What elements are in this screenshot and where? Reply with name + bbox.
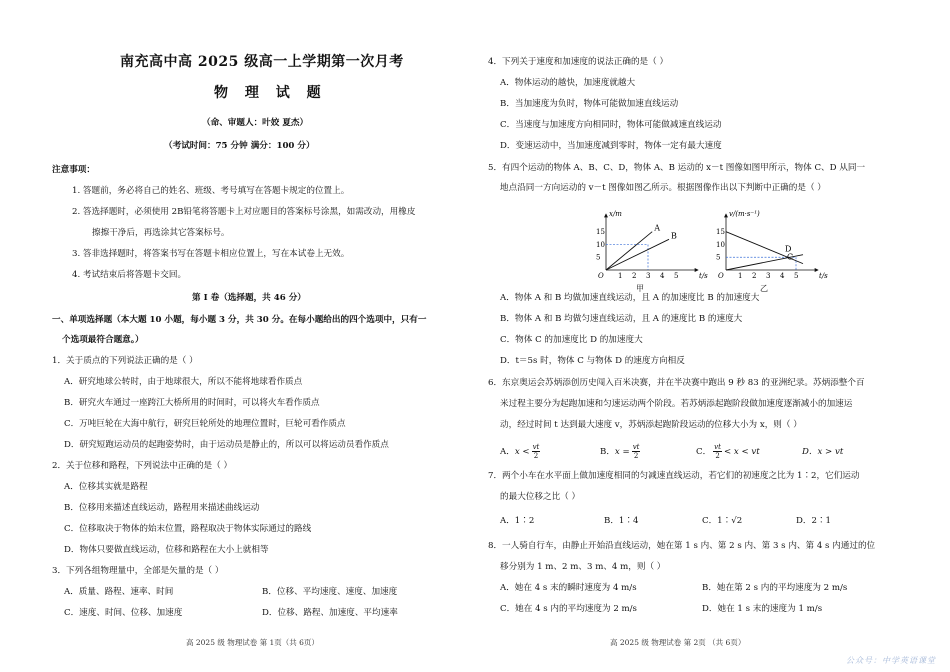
q2-option-b: B．位移用来描述直线运动，路程用来描述曲线运动 xyxy=(64,503,260,513)
q7-option-a: A．1∶2 xyxy=(500,516,535,526)
series-label-B: B xyxy=(671,231,677,241)
q4-stem: 4．下列关于速度和加速度的说法正确的是（ ） xyxy=(488,57,669,67)
q3-option-a: A．质量、路程、速率、时间 xyxy=(64,587,174,597)
q7-option-b: B．1∶4 xyxy=(604,516,639,526)
q1-option-a: A．研究地球公转时，由于地球很大，所以不能将地球看作质点 xyxy=(64,377,303,387)
x-tick-label: 2 xyxy=(632,272,637,280)
q4-option-d: D．变速运动中，当加速度减到零时，物体一定有最大速度 xyxy=(500,141,722,151)
q3-option-d: D．位移、路程、加速度、平均速率 xyxy=(262,608,398,618)
q4-option-a: A．物体运动的越快，加速度就越大 xyxy=(500,78,636,88)
part-instruction: 个选项最符合题意。） xyxy=(62,335,144,345)
q6-option-c xyxy=(696,443,760,460)
q2-option-c: C．位移取决于物体的始末位置，路程取决于物体实际通过的路线 xyxy=(64,524,312,534)
q6-b-prefix: B． xyxy=(600,447,615,457)
q5-option-d: D．t＝5s 时，物体 C 与物体 D 的速度方向相反 xyxy=(500,356,685,366)
frac-den: 2 xyxy=(533,452,539,460)
x-tick-label: 4 xyxy=(780,272,785,280)
q5-stem: 地点沿同一方向运动的 v－t 图像如图乙所示。根据图像作出以下判断中正确的是（ ） xyxy=(500,183,826,193)
exam-info: （考试时间：75 分钟 满分：100 分） xyxy=(164,141,315,151)
series-label-C: C xyxy=(787,252,794,262)
y-axis-label: x/m xyxy=(609,210,622,218)
y-tick-label: 5 xyxy=(596,253,601,262)
q8-stem: 8．一人骑自行车，由静止开始沿直线运动，她在第 1 s 内、第 2 s 内、第 3 s 内、第 4 s 内通过的位 xyxy=(488,541,876,551)
frac-num: vt xyxy=(632,443,640,451)
notice-item: 3. 答非选择题时，将答案书写在答题卡相应位置上，写在本试卷上无效。 xyxy=(72,249,350,259)
q6-stem: 6．东京奥运会苏炳添创历史闯入百米决赛，并在半决赛中跑出 9 秒 83 的亚洲纪录。苏炳添整个百 xyxy=(488,378,865,388)
q5-option-a: A．物体 A 和 B 均做加速直线运动，且 A 的加速度比 B 的加速度大 xyxy=(500,293,760,303)
q6-option-b xyxy=(600,443,642,460)
graph-yi xyxy=(716,210,828,280)
q6-c-mid: < x < vt xyxy=(723,447,760,457)
q7-stem: 7．两个小车在水平面上做加速度相同的匀减速直线运动，若它们的初速度之比为 1∶2，它们运动 xyxy=(488,471,860,481)
y-tick-label: 10 xyxy=(596,240,605,249)
notice-item: 2. 答选择题时，必须使用 2B铅笔将答题卡上对应题目的答案标号涂黑，如需改动，用橡皮 xyxy=(72,207,416,217)
y-tick-label: 15 xyxy=(716,228,725,237)
q6-a-prefix: A． xyxy=(500,447,515,457)
x-tick-label: 3 xyxy=(766,272,771,280)
x-tick-label: 5 xyxy=(794,272,799,280)
q5-graphs xyxy=(588,208,828,292)
y-tick-label: 5 xyxy=(716,253,721,262)
graph-caption-jia: 甲 xyxy=(636,284,644,293)
q2-option-a: A．位移其实就是路程 xyxy=(64,482,148,492)
q4-option-c: C．当速度与加速度方向相同时，物体可能做减速直线运动 xyxy=(500,120,722,130)
x-tick-label: 3 xyxy=(646,272,651,280)
q8-option-b: B．她在第 2 s 内的平均速度为 2 m/s xyxy=(702,583,848,593)
notice-heading: 注意事项： xyxy=(52,165,95,175)
q2-stem: 2．关于位移和路程，下列说法中正确的是（ ） xyxy=(52,461,233,471)
part-instruction: 一、单项选择题（本大题 10 小题，每小题 3 分，共 30 分。在每小题给出的四个选项中，只有一 xyxy=(52,315,427,325)
q8-option-c: C．她在 4 s 内的平均速度为 2 m/s xyxy=(500,604,637,614)
exam-subtitle: 物 理 试 题 xyxy=(214,85,327,101)
graph-caption-yi: 乙 xyxy=(760,284,768,293)
q7-c-prefix: C．1∶ xyxy=(702,516,732,526)
q3-stem: 3．下列各组物理量中，全部是矢量的是（ ） xyxy=(52,566,224,576)
q1-option-d: D．研究短跑运动员的起跑姿势时，由于运动员是静止的，所以可以将运动员看作质点 xyxy=(64,440,389,450)
graph-jia xyxy=(596,210,708,280)
q6-stem: 米过程主要分为起跑加速和匀速运动两个阶段。若苏炳添起跑阶段做加速度逐渐减小的加速运 xyxy=(500,399,853,409)
q6-b-frac xyxy=(632,443,641,460)
q6-c-prefix: C． xyxy=(696,447,712,457)
frac-den: 2 xyxy=(633,452,639,460)
q7-option-d: D．2∶1 xyxy=(796,516,832,526)
footer-left: 高 2025 级 物理试卷 第 1页（共 6页） xyxy=(186,638,319,647)
q6-option-a xyxy=(500,443,542,460)
q6-a-lhs: x < xyxy=(514,447,530,457)
notice-item: 擦擦干净后，再选涂其它答案标号。 xyxy=(92,228,230,238)
q8-option-d: D．她在 1 s 末的速度为 1 m/s xyxy=(702,604,823,614)
footer-right: 高 2025 级 物理试卷 第 2页 （共 6页） xyxy=(610,638,746,647)
frac-den: 2 xyxy=(715,452,720,460)
exam-title: 南充高中高 2025 级高一上学期第一次月考 xyxy=(120,54,404,70)
q6-c-frac xyxy=(713,443,722,460)
q1-option-b: B．研究火车通过一座跨江大桥所用的时间时，可以将火车看作质点 xyxy=(64,398,320,408)
q6-stem: 动，经过时间 t 达到最大速度 v，苏炳添起跑阶段运动的位移大小为 x，则（ ） xyxy=(500,420,802,430)
q1-stem: 1．关于质点的下列说法正确的是（ ） xyxy=(52,356,198,366)
q5-stem: 5．有四个运动的物体 A、B、C、D，物体 A、B 运动的 x－t 图像如图甲所示，物体 C、D 从同一 xyxy=(488,163,866,173)
q4-option-b: B．当加速度为负时，物体可能做加速直线运动 xyxy=(500,99,679,109)
x-tick-label: 4 xyxy=(660,272,665,280)
frac-num: vt xyxy=(714,443,721,451)
series-label-A: A xyxy=(654,223,660,233)
q6-option-d: D．x > vt xyxy=(802,447,844,457)
y-tick-label: 10 xyxy=(716,240,725,249)
x-tick-label: 1 xyxy=(738,272,743,280)
q7-option-c xyxy=(702,515,742,527)
x-tick-label: 1 xyxy=(618,272,623,280)
q5-option-b: B．物体 A 和 B 均做匀速直线运动，且 A 的速度比 B 的速度大 xyxy=(500,314,743,324)
q1-option-c: C．万吨巨轮在大海中航行，研究巨轮所处的地理位置时，巨轮可看作质点 xyxy=(64,419,346,429)
origin-label: O xyxy=(718,272,724,280)
q7-stem: 的最大位移之比（ ） xyxy=(500,492,581,502)
sqrt-two: √2 xyxy=(731,516,743,526)
q6-b-lhs: x = xyxy=(614,447,630,457)
series-label-D: D xyxy=(785,244,792,254)
section-heading: 第 I 卷（选择题，共 46 分） xyxy=(192,293,306,303)
q5-option-c: C．物体 C 的加速度比 D 的加速度大 xyxy=(500,335,643,345)
notice-item: 4. 考试结束后将答题卡交回。 xyxy=(72,270,187,280)
origin-label: O xyxy=(598,272,604,280)
frac-num: vt xyxy=(532,443,540,451)
x-axis-label: t/s xyxy=(699,272,708,280)
notice-item: 1. 答题前，务必将自己的姓名、班级、考号填写在答题卡规定的位置上。 xyxy=(72,186,350,196)
watermark: 公众号：中学英语课堂 xyxy=(846,656,936,665)
q8-option-a: A．她在 4 s 末的瞬时速度为 4 m/s xyxy=(500,583,637,593)
q3-option-c: C．速度、时间、位移、加速度 xyxy=(64,608,183,618)
y-tick-label: 15 xyxy=(596,228,605,237)
x-axis-label: t/s xyxy=(819,272,828,280)
y-axis-label: v/(m·s⁻¹) xyxy=(729,210,760,218)
q6-a-frac xyxy=(532,443,541,460)
x-tick-label: 5 xyxy=(674,272,679,280)
q2-option-d: D．物体只要做直线运动，位移和路程在大小上就相等 xyxy=(64,545,269,555)
q8-stem: 移分别为 1 m、2 m、3 m、4 m，则（ ） xyxy=(500,562,666,572)
authors: （命、审题人：叶姣 夏杰） xyxy=(202,118,309,128)
x-tick-label: 2 xyxy=(752,272,757,280)
q3-option-b: B．位移、平均速度、速度、加速度 xyxy=(262,587,398,597)
